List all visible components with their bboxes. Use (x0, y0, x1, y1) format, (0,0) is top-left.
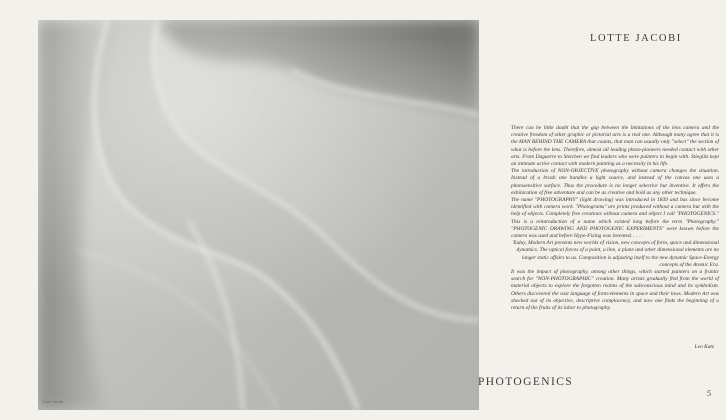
photo-caption: Lotte Jacobi (43, 399, 63, 404)
essay-paragraph: Today, Modern Art presents new worlds of vision, new concepts of form, space and dimensional dynamics. The optical forces of a point, a line, a plane and other dimensional elements are no longer static affairs to us. Composition is adjusting itself to the new dynamic Space-Energy concepts of the Atomic Era. (512, 240, 719, 268)
essay-signature: Leo Katz (694, 344, 714, 350)
author-heading: LOTTE JACOBI (590, 33, 682, 44)
essay-paragraph: The name "PHOTOGRAPHY" (light drawing) was introduced in 1839 and has since become identified with camera work. "Photograms" are prints produced without a camera but with the help of objects. Completely free creations without camera and object I call "PHOTOGENICS." This is a reintroduction of a name which existed long before the term "Photography." "PHOTOGENIC DRAWING AND PHOTOGENIC EXPERIMENTS" were known before the camera was used and before Hypo-Fixing was invented. . . . . (511, 197, 719, 240)
essay-paragraph: There can be little doubt that the gap between the limitations of the lens camera and the creative freedom of other graphic or pictorial arts is a real one. Although many agree that it is the MAN BEHIND THE CAMERA that counts, that man can usually only "select" the section of what is before the lens. Therefore, almost all leading photo-pioneers needed contact with other arts. From Daguerre to Steichen we find leaders who were painters to begin with. Stieglitz kept an intimate active contact with modern painting as a necessity in his life. (511, 125, 719, 168)
essay-paragraph: It was the impact of photography, among other things, which started painters on a frantic search for "NON-PHOTOGRAPHIC" creation. Many artists gradually fled from the world of material objects to explore the forgotten realms of the subconscious mind and its symbolism. Others discovered the vast language of form-elements in space and their laws. Modern Art was shocked out of its objective, descriptive complacency, and now one finds the beginning of a return of the fruits of its labor to photography. (511, 269, 719, 312)
section-title: PHOTOGENICS (478, 376, 574, 388)
essay-text (511, 125, 719, 312)
right-page (486, 0, 726, 420)
photogenic-photograph (38, 20, 479, 410)
page-number: 5 (707, 389, 711, 398)
photograph-image (38, 20, 479, 410)
essay-paragraph: The introduction of NON-OBJECTIVE photography without camera changes the situation. Instead of a brush one handles a light source, and instead of the canvas one uses a photosensitive surface. Thus the procedure is no longer selective but inventive. It offers the exhilaration of free adventure and can be as creative and bold as any other technique. (511, 168, 719, 196)
